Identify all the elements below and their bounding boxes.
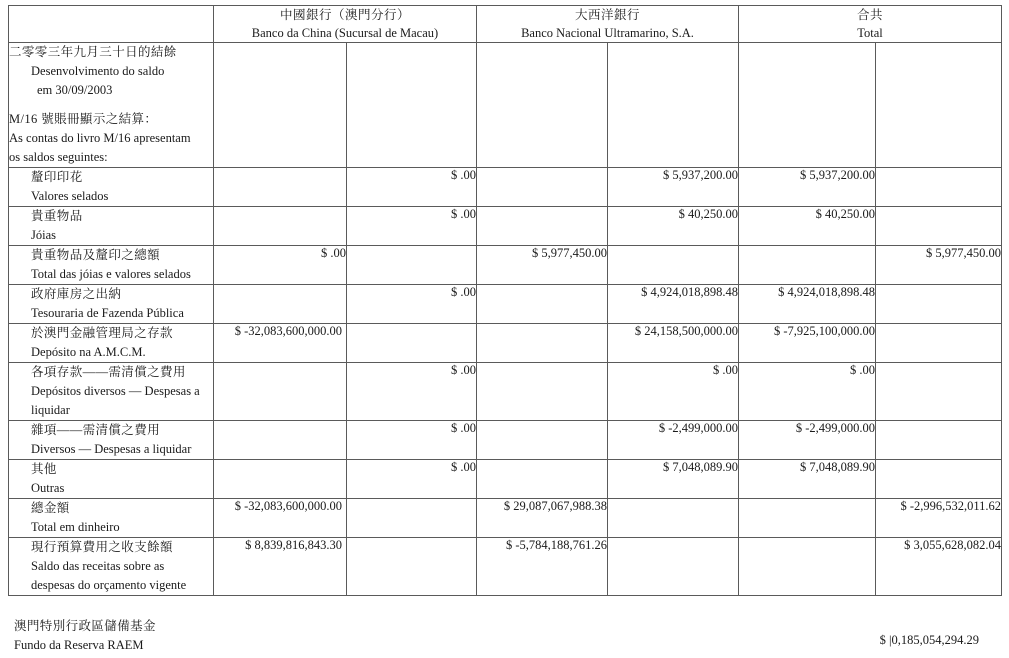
row-label-cn: 於澳門金融管理局之存款: [31, 326, 173, 341]
intro-m16-pt1: As contas do livro M/16 apresentam: [9, 131, 191, 146]
row-boc-blank: [214, 363, 347, 421]
row-total-blank: [739, 538, 876, 596]
table-header-row: [9, 6, 1002, 43]
table-row-subtotal: [9, 499, 1002, 538]
row-label: [9, 285, 214, 324]
header-bank-boc: [214, 6, 477, 43]
row-label-pt2: despesas do orçamento vigente: [31, 578, 187, 593]
row-bnu-blank: [477, 168, 608, 207]
row-boc-amount: $ -32,083,600,000.00: [214, 499, 347, 538]
footer-label: [14, 617, 156, 655]
row-label: [9, 421, 214, 460]
row-total-amount: $ .00: [739, 363, 876, 421]
row-label-cn: 雜項——需清償之費用: [31, 423, 161, 438]
row-label: [9, 460, 214, 499]
intro-boc-b: [347, 43, 477, 168]
intro-cell: [9, 43, 214, 168]
intro-m16-pt2: os saldos seguintes:: [9, 150, 108, 165]
intro-date-pt: em 30/09/2003: [37, 83, 113, 98]
row-boc-amount: $ .00: [347, 285, 477, 324]
row-boc-amount: $ -32,083,600,000.00: [214, 324, 347, 363]
footer-label-pt: Fundo da Reserva RAEM: [14, 638, 144, 652]
row-label: [9, 363, 214, 421]
row-label-pt: Tesouraria de Fazenda Pública: [31, 306, 184, 321]
intro-desenvolvimento: Desenvolvimento do saldo: [31, 64, 165, 79]
row-total-amount: $ -2,499,000.00: [739, 421, 876, 460]
row-total-blank: [876, 285, 1002, 324]
row-label-cn: 各項存款——需清償之費用: [31, 365, 186, 380]
header-total-cn: 合共: [857, 8, 884, 22]
row-total-amount: $ 3,055,628,082.04: [876, 538, 1002, 596]
header-bnu-cn: 大西洋銀行: [574, 8, 640, 22]
intro-bnu-a: [477, 43, 608, 168]
row-total-blank: [739, 499, 876, 538]
row-boc-blank: [347, 538, 477, 596]
row-boc-blank: [214, 460, 347, 499]
row-boc-amount: $ .00: [347, 363, 477, 421]
table-row: [9, 538, 1002, 596]
row-label: [9, 538, 214, 596]
row-total-blank: [876, 363, 1002, 421]
table-row: [9, 285, 1002, 324]
row-boc-amount: $ .00: [347, 168, 477, 207]
row-boc-blank: [214, 168, 347, 207]
row-label-cn: 貴重物品及釐印之總額: [31, 248, 161, 263]
row-label-cn: 政府庫房之出納: [31, 287, 122, 302]
row-total-blank: [739, 246, 876, 285]
header-bank-bnu: [477, 6, 739, 43]
header-label-cell: [9, 6, 214, 43]
row-bnu-blank: [477, 421, 608, 460]
row-label-pt: Depósitos diversos — Despesas a: [31, 384, 200, 399]
row-label-pt: Valores selados: [31, 189, 109, 204]
row-bnu-blank: [608, 499, 739, 538]
row-label: [9, 207, 214, 246]
row-total-amount: $ 40,250.00: [739, 207, 876, 246]
row-total-amount: $ 5,977,450.00: [876, 246, 1002, 285]
table-row: [9, 421, 1002, 460]
header-total-pt: Total: [857, 26, 883, 41]
footer-section: [8, 617, 1001, 657]
row-bnu-blank: [477, 285, 608, 324]
table-row: [9, 324, 1002, 363]
row-bnu-blank: [477, 363, 608, 421]
row-total-amount: $ 5,937,200.00: [739, 168, 876, 207]
row-label-cn: 總金額: [31, 501, 70, 516]
row-bnu-amount: $ 5,937,200.00: [608, 168, 739, 207]
intro-bnu-b: [608, 43, 739, 168]
row-boc-amount: $ .00: [347, 421, 477, 460]
row-total-blank: [876, 324, 1002, 363]
header-boc-cn: 中國銀行（澳門分行）: [279, 8, 410, 22]
row-total-amount: $ 4,924,018,898.48: [739, 285, 876, 324]
row-boc-amount: $ 8,839,816,843.30: [214, 538, 347, 596]
row-label-pt: Depósito na A.M.C.M.: [31, 345, 146, 360]
row-bnu-amount: $ .00: [608, 363, 739, 421]
row-bnu-amount: $ 5,977,450.00: [477, 246, 608, 285]
header-bnu-pt: Banco Nacional Ultramarino, S.A.: [521, 26, 694, 41]
table-row: [9, 460, 1002, 499]
row-label: [9, 499, 214, 538]
row-total-amount: $ 7,048,089.90: [739, 460, 876, 499]
table-row: [9, 168, 1002, 207]
row-bnu-blank: [608, 246, 739, 285]
intro-boc-a: [214, 43, 347, 168]
footer-label-cn: 澳門特別行政區儲備基金: [14, 619, 156, 633]
row-total-blank: [876, 460, 1002, 499]
row-bnu-blank: [608, 538, 739, 596]
intro-date-cn: 二零零三年九月三十日的結餘: [9, 45, 177, 60]
row-bnu-amount: $ 7,048,089.90: [608, 460, 739, 499]
row-label-cn: 現行預算費用之收支餘額: [31, 540, 173, 555]
row-total-blank: [876, 168, 1002, 207]
header-total: [739, 6, 1002, 43]
row-total-amount: $ -7,925,100,000.00: [739, 324, 876, 363]
footer-amount: $ |0,185,054,294.29: [879, 633, 979, 647]
row-bnu-amount: $ 4,924,018,898.48: [608, 285, 739, 324]
row-total-blank: [876, 207, 1002, 246]
row-label: [9, 246, 214, 285]
balance-table: [8, 5, 1002, 596]
row-boc-blank: [347, 324, 477, 363]
row-boc-blank: [214, 421, 347, 460]
row-label-cn: 貴重物品: [31, 209, 83, 224]
row-bnu-amount: $ 24,158,500,000.00: [608, 324, 739, 363]
row-boc-amount: $ .00: [347, 207, 477, 246]
row-label-pt2: liquidar: [31, 403, 70, 418]
intro-m16-cn: M/16 號賬冊顯示之結算：: [9, 112, 158, 127]
row-boc-blank: [214, 285, 347, 324]
header-boc-pt: Banco da China (Sucursal de Macau): [251, 26, 439, 41]
row-bnu-blank: [477, 324, 608, 363]
row-boc-amount: $ .00: [347, 460, 477, 499]
intro-tot-a: [739, 43, 876, 168]
row-bnu-amount: $ 29,087,067,988.38: [477, 499, 608, 538]
row-label-pt: Total em dinheiro: [31, 520, 120, 535]
row-bnu-amount: $ 40,250.00: [608, 207, 739, 246]
row-label-pt: Total das jóias e valores selados: [31, 267, 191, 282]
table-row-subtotal: [9, 246, 1002, 285]
intro-tot-b: [876, 43, 1002, 168]
row-label-cn: 其他: [31, 462, 57, 477]
row-label-pt: Saldo das receitas sobre as: [31, 559, 165, 574]
row-label-pt: Jóias: [31, 228, 56, 243]
table-row: [9, 207, 1002, 246]
row-bnu-blank: [477, 207, 608, 246]
row-label-pt: Diversos — Despesas a liquidar: [31, 442, 192, 457]
row-label-cn: 釐印印花: [31, 170, 83, 185]
intro-row: [9, 43, 1002, 168]
row-boc-blank: [347, 499, 477, 538]
row-bnu-amount: $ -5,784,188,761.26: [477, 538, 608, 596]
row-total-amount: $ -2,996,532,011.62: [876, 499, 1002, 538]
row-label-pt: Outras: [31, 481, 65, 496]
table-row: [9, 363, 1002, 421]
row-label: [9, 324, 214, 363]
row-boc-amount: $ .00: [214, 246, 347, 285]
row-boc-blank: [214, 207, 347, 246]
row-total-blank: [876, 421, 1002, 460]
row-boc-blank: [347, 246, 477, 285]
row-label: [9, 168, 214, 207]
row-bnu-amount: $ -2,499,000.00: [608, 421, 739, 460]
row-bnu-blank: [477, 460, 608, 499]
